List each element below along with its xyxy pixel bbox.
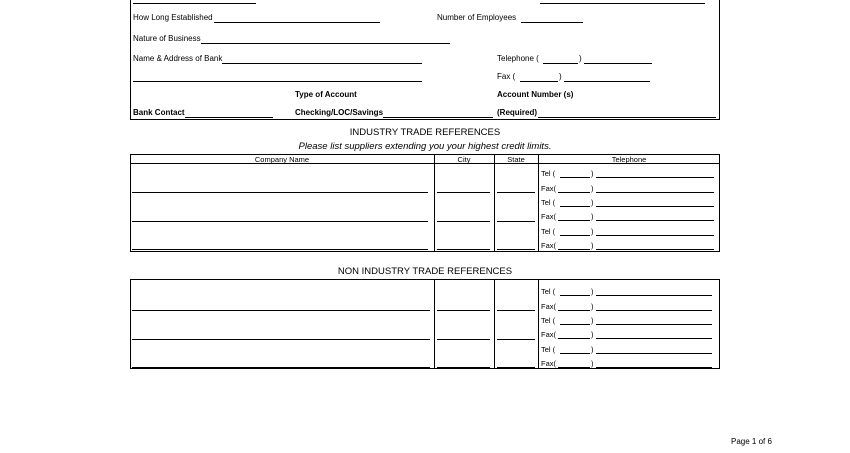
industry-tel-number-1[interactable]: [596, 177, 714, 178]
account-number-label: Account Number (s): [497, 90, 574, 99]
industry-tel-close-3: ): [591, 227, 594, 236]
non-industry-tel-area-2[interactable]: [560, 324, 590, 325]
how-long-field[interactable]: [214, 22, 380, 23]
bank-address-field[interactable]: [133, 81, 422, 82]
non-industry-tel-label-3: Tel (: [541, 345, 556, 354]
industry-subtitle: Please list suppliers extending you your highest credit limits.: [298, 141, 552, 152]
non-industry-title: NON INDUSTRY TRADE REFERENCES: [337, 266, 513, 277]
industry-col-divider-3: [538, 154, 539, 252]
industry-city-field-2[interactable]: [437, 221, 490, 222]
top-left-field[interactable]: [133, 3, 256, 4]
industry-tel-label-1: Tel (: [541, 169, 556, 178]
employees-field[interactable]: [521, 22, 583, 23]
bank-contact-label: Bank Contact: [133, 108, 185, 117]
industry-fax-number-2[interactable]: [596, 220, 714, 221]
industry-company-field-1[interactable]: [132, 192, 428, 193]
industry-tel-number-2[interactable]: [596, 206, 714, 207]
industry-company-field-2[interactable]: [132, 221, 428, 222]
non-industry-tel-close-2: ): [591, 316, 594, 325]
non-industry-state-field-2[interactable]: [497, 339, 535, 340]
non-industry-tel-label-1: Tel (: [541, 287, 556, 296]
industry-state-field-2[interactable]: [497, 221, 535, 222]
industry-fax-number-3[interactable]: [596, 249, 714, 250]
industry-tel-area-2[interactable]: [560, 206, 590, 207]
non-industry-state-field-1[interactable]: [497, 310, 535, 311]
non-industry-city-field-3[interactable]: [437, 367, 490, 368]
industry-title: INDUSTRY TRADE REFERENCES: [349, 127, 501, 138]
industry-fax-close-2: ): [591, 212, 594, 221]
telephone-label: Telephone (: [497, 54, 539, 63]
industry-fax-area-3[interactable]: [558, 249, 590, 250]
industry-tel-number-3[interactable]: [596, 235, 714, 236]
industry-table: [130, 154, 720, 252]
telephone-close: ): [579, 54, 582, 63]
non-industry-tel-number-2[interactable]: [596, 324, 712, 325]
industry-fax-area-2[interactable]: [558, 220, 590, 221]
industry-state-field-3[interactable]: [497, 249, 535, 250]
employees-label: Number of Employees: [437, 13, 517, 22]
industry-fax-close-1: ): [591, 184, 594, 193]
column-state: State: [507, 155, 525, 164]
column-company-name: Company Name: [254, 155, 310, 164]
industry-fax-area-1[interactable]: [558, 192, 590, 193]
non-industry-col-divider-2: [494, 279, 495, 369]
non-industry-tel-area-3[interactable]: [560, 353, 590, 354]
non-industry-col-divider-3: [538, 279, 539, 369]
column-telephone: Telephone: [611, 155, 647, 164]
page-number: Page 1 of 6: [731, 437, 772, 446]
non-industry-company-field-3[interactable]: [132, 367, 430, 368]
non-industry-fax-close-2: ): [591, 330, 594, 339]
non-industry-company-field-2[interactable]: [132, 339, 430, 340]
industry-fax-close-3: ): [591, 241, 594, 250]
non-industry-fax-area-2[interactable]: [558, 338, 590, 339]
nature-field[interactable]: [201, 43, 450, 44]
non-industry-fax-area-3[interactable]: [558, 367, 590, 368]
industry-tel-close-1: ): [591, 169, 594, 178]
industry-city-field-3[interactable]: [437, 249, 490, 250]
industry-col-divider-1: [434, 154, 435, 252]
non-industry-tel-number-1[interactable]: [596, 295, 712, 296]
account-types-field[interactable]: [383, 117, 493, 118]
industry-tel-area-1[interactable]: [560, 177, 590, 178]
bank-contact-field[interactable]: [185, 117, 273, 118]
how-long-label: How Long Established: [133, 13, 213, 22]
type-account-label: Type of Account: [295, 90, 357, 99]
non-industry-tel-close-3: ): [591, 345, 594, 354]
fax-area-field[interactable]: [520, 81, 558, 82]
non-industry-state-field-3[interactable]: [497, 367, 535, 368]
non-industry-col-divider-1: [434, 279, 435, 369]
industry-tel-area-3[interactable]: [560, 235, 590, 236]
fax-number-field[interactable]: [564, 81, 650, 82]
non-industry-company-field-1[interactable]: [132, 310, 430, 311]
top-right-field[interactable]: [540, 3, 705, 4]
non-industry-fax-label-1: Fax(: [541, 302, 556, 311]
bank-name-field[interactable]: [222, 63, 422, 64]
required-label: (Required): [497, 108, 537, 117]
industry-tel-label-3: Tel (: [541, 227, 556, 236]
non-industry-tel-label-2: Tel (: [541, 316, 556, 325]
non-industry-tel-number-3[interactable]: [596, 353, 712, 354]
non-industry-fax-area-1[interactable]: [558, 310, 590, 311]
fax-label: Fax (: [497, 72, 516, 81]
non-industry-fax-close-3: ): [591, 359, 594, 368]
telephone-number-field[interactable]: [584, 63, 652, 64]
account-types-label: Checking/LOC/Savings: [295, 108, 384, 117]
industry-fax-label-2: Fax(: [541, 212, 556, 221]
non-industry-fax-label-2: Fax(: [541, 330, 556, 339]
industry-tel-close-2: ): [591, 198, 594, 207]
column-city: City: [457, 155, 471, 164]
industry-city-field-1[interactable]: [437, 192, 490, 193]
industry-state-field-1[interactable]: [497, 192, 535, 193]
industry-tel-label-2: Tel (: [541, 198, 556, 207]
industry-company-field-3[interactable]: [132, 249, 428, 250]
fax-close: ): [559, 72, 562, 81]
industry-fax-label-1: Fax(: [541, 184, 556, 193]
non-industry-city-field-1[interactable]: [437, 310, 490, 311]
bank-name-label: Name & Address of Bank: [133, 54, 223, 63]
non-industry-tel-area-1[interactable]: [560, 295, 590, 296]
non-industry-tel-close-1: ): [591, 287, 594, 296]
industry-fax-number-1[interactable]: [596, 192, 714, 193]
industry-col-divider-2: [494, 154, 495, 252]
non-industry-city-field-2[interactable]: [437, 339, 490, 340]
required-field[interactable]: [538, 117, 716, 118]
non-industry-fax-close-1: ): [591, 302, 594, 311]
telephone-area-field[interactable]: [543, 63, 578, 64]
nature-label: Nature of Business: [133, 34, 201, 43]
non-industry-fax-number-2[interactable]: [596, 338, 712, 339]
non-industry-fax-number-1[interactable]: [596, 310, 712, 311]
industry-fax-label-3: Fax(: [541, 241, 556, 250]
non-industry-fax-number-3[interactable]: [596, 367, 712, 368]
non-industry-fax-label-3: Fax(: [541, 359, 556, 368]
